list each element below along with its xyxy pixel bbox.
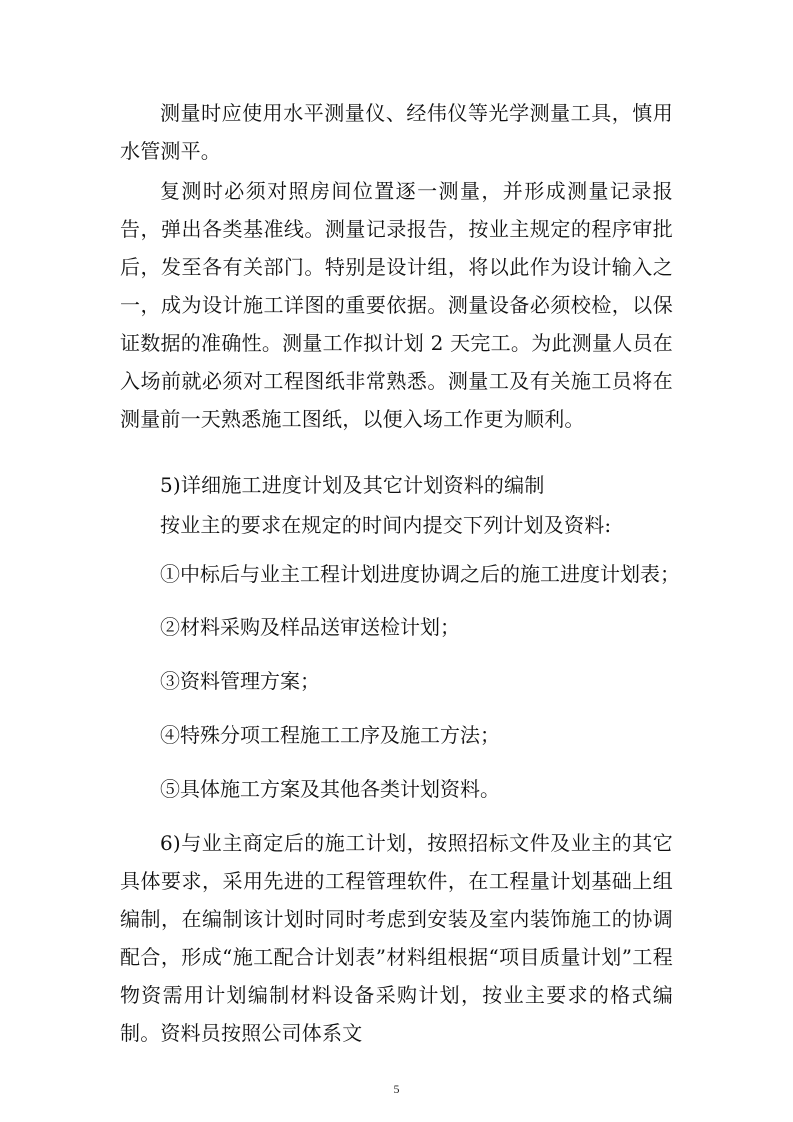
paragraph-measurement-tools: 测量时应使用水平测量仪、经伟仪等光学测量工具，慎用水管测平。 xyxy=(120,101,673,163)
list-item: ①中标后与业主工程计划进度协调之后的施工进度计划表； xyxy=(160,562,680,586)
list-item: ③资料管理方案； xyxy=(160,669,320,693)
paragraph-submission-intro: 按业主的要求在规定的时间内提交下列计划及资料: xyxy=(160,513,612,537)
paragraph-construction-plan: 6)与业主商定后的施工计划，按照招标文件及业主的其它具体要求，采用先进的工程管理软件，在工程量计划基础上组编制，在编制该计划时同时考虑到安装及室内装饰施工的协调配合，形成“施工配合计划表”材料组根据“项目质量计划”工程物资需用计划编制材料设备采购计划，按业主要求的格式编制。资料员按照公司体系文 xyxy=(120,831,673,1045)
list-item: ④特殊分项工程施工工序及施工方法； xyxy=(160,723,500,747)
page-number: 5 xyxy=(393,1082,400,1096)
list-item: ②材料采购及样品送审送检计划； xyxy=(160,615,460,639)
paragraph-resurvey: 复测时必须对照房间位置逐一测量，并形成测量记录报告，弹出各类基准线。测量记录报告，按业主规定的程序审批后，发至各有关部门。特别是设计组，将以此作为设计输入之一，成为设计施工详图的重要依据。测量设备必须校检，以保证数据的准确性。测量工作拟计划 2 天完工。为此测量人员在入场前就必须对工程图纸非常熟悉。测量工及有关施工员将在测量前一天熟悉施工图纸，以便入场工作更为顺利。 xyxy=(120,179,673,431)
section-heading-5: 5)详细施工进度计划及其它计划资料的编制 xyxy=(160,473,545,497)
list-item: ⑤具体施工方案及其他各类计划资料。 xyxy=(160,777,500,801)
